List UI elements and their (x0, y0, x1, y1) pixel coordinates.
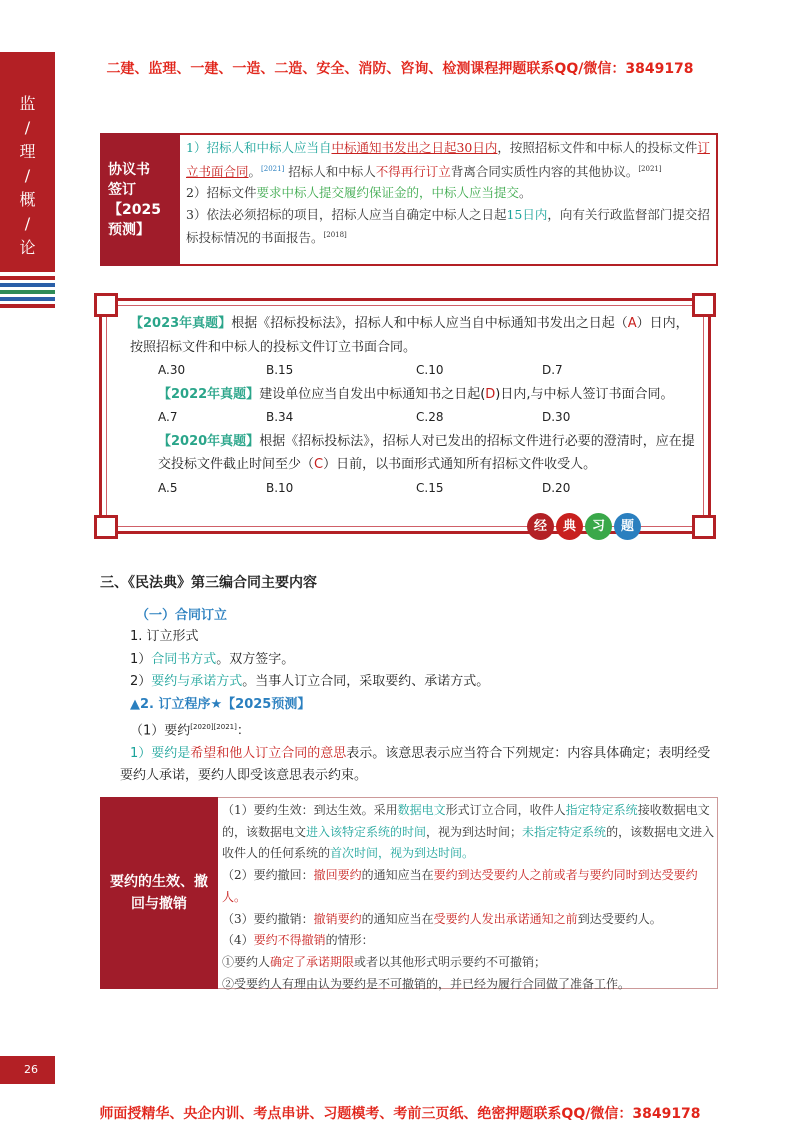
question-2022: 【2022年真题】建设单位应当自发出中标通知书之日起(D)日内,与中标人签订书面合同。 (158, 386, 674, 402)
offer-item-6: ②受要约人有理由认为要约是不可撤销的，并已经为履行合同做了准备工作。 (222, 976, 631, 991)
agreement-box-text (186, 137, 714, 249)
form-item-2: 2）要约与承诺方式。当事人订立合同，采取要约、承诺方式。 (130, 674, 490, 689)
side-tab-char: / (24, 118, 31, 137)
procedure-title: ▲2. 订立程序★【2025预测】 (130, 696, 311, 712)
agreement-p3: 3）依法必须招标的项目，招标人应当自确定中标人之日起15日内，向有关行政监督部门提交招标投标情况的书面报告。[2018] (186, 206, 710, 246)
agreement-box-label (100, 133, 180, 266)
options-2020: A.5 B.10 C.15 D.20 (158, 480, 571, 495)
label-line: 协议书 (108, 161, 150, 178)
section-title: 三、《民法典》第三编合同主要内容 (100, 575, 317, 591)
side-tab-char: 理 (19, 142, 36, 161)
form-title: 1. 订立形式 (130, 629, 199, 644)
offer-box-text (222, 800, 716, 995)
offer-definition: 1）要约是希望和他人订立合同的意思表示。该意思表示应当符合下列规定：内容具体确定；表明经受要约人承诺，要约人即受该意思表示约束。 (120, 745, 711, 784)
options-2022: A.7 B.34 C.28 D.30 (158, 410, 571, 424)
side-tab-char: / (24, 166, 31, 185)
classic-exercise-badge (527, 513, 641, 540)
offer-item-5: ①要约人确定了承诺期限或者以其他形式明示要约不可撤销； (222, 954, 547, 969)
label-line: 签订【2025 (108, 181, 161, 218)
form-item-1: 1）合同书方式。双方签字。 (130, 651, 295, 667)
page-number: 26 (0, 1056, 55, 1084)
agreement-p1: 1）招标人和中标人应当自中标通知书发出之日起30日内，按照招标文件和中标人的投标文件订立书面合同。[2021] 招标人和中标人不得再行订立背离合同实质性内容的其他协议。[2021] (186, 140, 710, 179)
offer-box-label: 要约的生效、撤回与撤销 (100, 797, 218, 989)
offer-item-2: （2）要约撤回：撤回要约的通知应当在要约到达受要约人之前或者与要约同时到达受要约人。 (222, 868, 698, 904)
exam-questions (130, 312, 700, 500)
side-tab-char: 论 (19, 238, 36, 257)
question-2023: 【2023年真题】根据《招标投标法》，招标人和中标人应当自中标通知书发出之日起（A）日内，按照招标文件和中标人的投标文件订立书面合同。 (130, 316, 689, 355)
options-2023: A.30 B.15 C.10 D.7 (158, 363, 563, 377)
badge-char: 习 (585, 513, 612, 540)
offer-item-3: （3）要约撤销：撤销要约的通知应当在受要约人发出承诺通知之前到达受要约人。 (222, 911, 662, 926)
side-tab-char: 概 (19, 190, 36, 209)
frame-corner (94, 293, 118, 317)
side-tab-char: 监 (19, 94, 36, 113)
label-line: 预测】 (108, 221, 150, 238)
offer-item-4: （4）要约不得撤销的情形： (222, 933, 374, 948)
side-tab-char: / (24, 214, 31, 233)
agreement-p2: 2）招标文件要求中标人提交履约保证金的，中标人应当提交。 (186, 185, 532, 201)
badge-char: 典 (556, 513, 583, 540)
frame-corner (692, 515, 716, 539)
frame-corner (94, 515, 118, 539)
badge-char: 题 (614, 513, 641, 540)
section-body (120, 626, 720, 788)
question-2020: 【2020年真题】根据《招标投标法》，招标人对已发出的招标文件进行必要的澄清时，应在提交投标文件截止时间至少（C）日前，以书面形式通知所有招标文件收受人。 (158, 433, 695, 472)
offer-item-1: （1）要约生效：到达生效。采用数据电文形式订立合同，收件人指定特定系统接收数据电文的，该数据电文进入该特定系统的时间，视为到达时间；未指定特定系统的，该数据电文进入收件人的任何系统的首次时间，视为到达时间。 (222, 803, 715, 861)
header-banner: 二建、监理、一建、一造、二造、安全、消防、咨询、检测课程押题联系QQ/微信：3849178 (106, 61, 694, 77)
decor-stripes (0, 276, 55, 311)
subsection-title: （一）合同订立 (136, 608, 228, 623)
badge-char: 经 (527, 513, 554, 540)
footer-banner: 师面授精华、央企内训、考点串讲、习题模考、考前三页纸、绝密押题联系QQ/微信：3849178 (99, 1106, 701, 1122)
offer-title: （1）要约[2020][2021]： (130, 723, 250, 739)
chapter-side-tab (0, 52, 55, 272)
